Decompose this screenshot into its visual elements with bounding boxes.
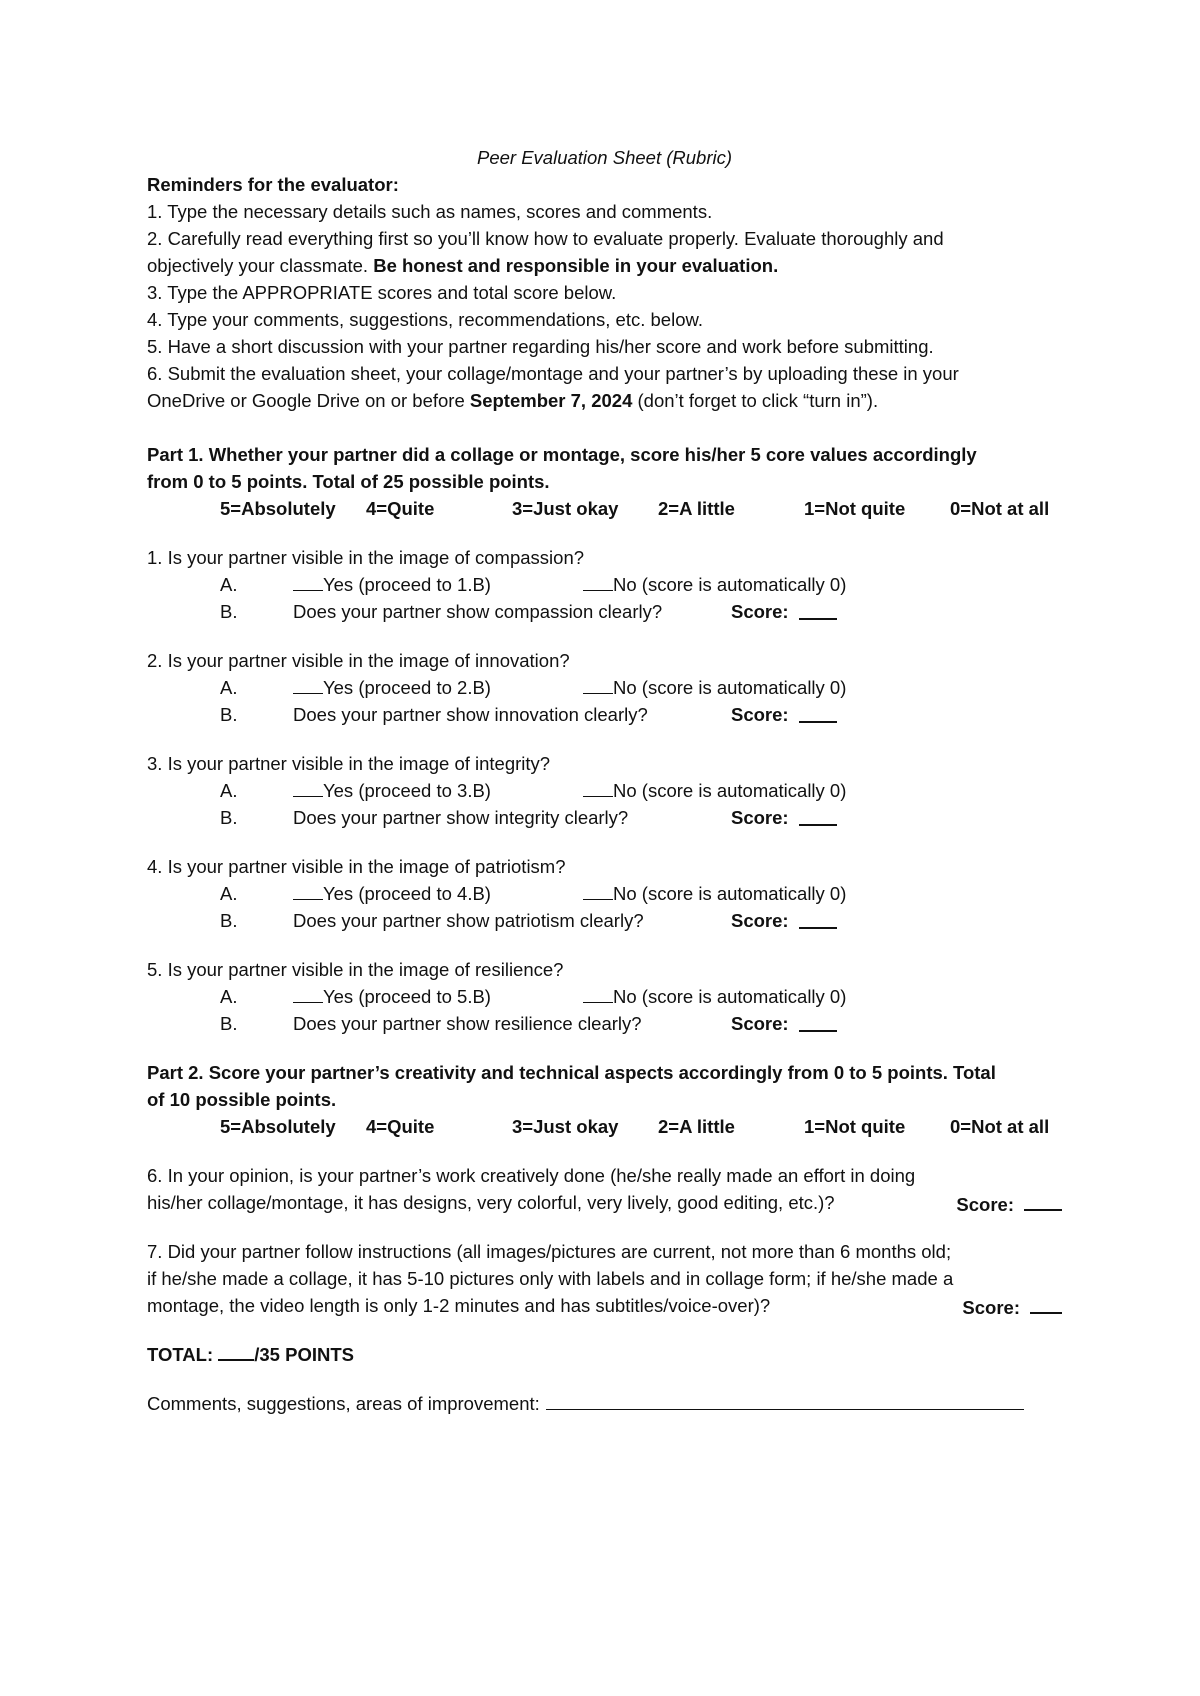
comments-line — [147, 1390, 1062, 1417]
question-3-a — [147, 777, 1062, 804]
total-label: TOTAL: — [147, 1344, 214, 1365]
question-2-yes-option[interactable] — [293, 674, 583, 701]
scale-4: 4=Quite — [366, 498, 435, 519]
score-blank[interactable] — [799, 701, 837, 723]
reminder-item-6-after: (don’t forget to click “turn in”). — [632, 390, 879, 411]
scale-1: 1=Not quite — [804, 498, 906, 519]
part2-heading-line1: Part 2. Score your partner’s creativity and technical aspects accordingly from 0 to 5 points. Total — [147, 1062, 996, 1083]
question-7-line2: if he/she made a collage, it has 5-10 pictures only with labels and in collage form; if he/she made a — [147, 1268, 954, 1289]
no-blank[interactable] — [583, 778, 613, 797]
question-3: 3. Is your partner visible in the image of integrity? — [147, 753, 551, 774]
yes-label: Yes (proceed to 5.B) — [323, 986, 491, 1007]
score-label: Score: — [956, 1194, 1014, 1215]
comments-label: Comments, suggestions, areas of improvement: — [147, 1393, 540, 1414]
question-4-b-text: Does your partner show patriotism clearly? — [293, 910, 644, 931]
question-6-text: his/her collage/montage, it has designs, very colorful, very lively, good editing, etc.)? — [147, 1192, 835, 1213]
question-1-a — [147, 571, 1062, 598]
question-5-yes-option[interactable] — [293, 983, 583, 1010]
question-2-b-letter: B. — [220, 704, 238, 725]
reminder-item-2: 2. Carefully read everything first so you’ll know how to evaluate properly. Evaluate thoroughly and — [147, 228, 944, 249]
question-4-a-letter: A. — [220, 883, 238, 904]
scale-2: 2=A little — [658, 498, 735, 519]
reminders-heading: Reminders for the evaluator: — [147, 174, 399, 195]
question-3-yes-option[interactable] — [293, 777, 583, 804]
question-3-no-option[interactable] — [583, 777, 846, 804]
question-1-a-letter: A. — [220, 574, 238, 595]
yes-label: Yes (proceed to 3.B) — [323, 780, 491, 801]
question-1-b — [147, 598, 1062, 625]
no-blank[interactable] — [583, 984, 613, 1003]
scale-0: 0=Not at all — [950, 498, 1050, 519]
reminder-item-6-cont — [147, 387, 1062, 414]
no-blank[interactable] — [583, 881, 613, 900]
reminder-item-2-cont-bold: Be honest and responsible in your evaluation. — [373, 255, 779, 276]
question-5-a-letter: A. — [220, 986, 238, 1007]
scale-4: 4=Quite — [366, 1116, 435, 1137]
question-1-no-option[interactable] — [583, 571, 846, 598]
question-2-b — [147, 701, 1062, 728]
score-blank[interactable] — [799, 907, 837, 929]
question-1: 1. Is your partner visible in the image of compassion? — [147, 547, 585, 568]
question-5-b — [147, 1010, 1062, 1037]
total-blank[interactable] — [218, 1341, 254, 1361]
yes-label: Yes (proceed to 1.B) — [323, 574, 491, 595]
question-6-line1: 6. In your opinion, is your partner’s work creatively done (he/she really made an effort in doing — [147, 1165, 916, 1186]
scale-2: 2=A little — [658, 1116, 735, 1137]
score-label: Score: — [731, 601, 789, 622]
score-label: Score: — [731, 807, 789, 828]
part1-heading-line1: Part 1. Whether your partner did a collage or montage, score his/her 5 core values accordingly — [147, 444, 977, 465]
total-suffix: /35 POINTS — [254, 1344, 354, 1365]
document-body — [147, 144, 1062, 1417]
deadline-date: September 7, 2024 — [469, 390, 633, 411]
question-4-b-letter: B. — [220, 910, 238, 931]
question-1-yes-option[interactable] — [293, 571, 583, 598]
no-label: No (score is automatically 0) — [613, 883, 847, 904]
question-6-line2 — [147, 1189, 1062, 1216]
yes-label: Yes (proceed to 4.B) — [323, 883, 491, 904]
no-label: No (score is automatically 0) — [613, 574, 847, 595]
scale-3: 3=Just okay — [512, 498, 619, 519]
question-2-a — [147, 674, 1062, 701]
part1-scale — [147, 495, 1062, 522]
no-blank[interactable] — [583, 572, 613, 591]
question-7-text: montage, the video length is only 1-2 minutes and has subtitles/voice-over)? — [147, 1295, 771, 1316]
part2-scale — [147, 1113, 1062, 1140]
question-5-a — [147, 983, 1062, 1010]
score-label: Score: — [731, 910, 789, 931]
reminder-item-4: 4. Type your comments, suggestions, recommendations, etc. below. — [147, 309, 703, 330]
question-4-a — [147, 880, 1062, 907]
question-4-yes-option[interactable] — [293, 880, 583, 907]
score-label: Score: — [962, 1297, 1020, 1318]
question-4-b — [147, 907, 1062, 934]
yes-blank[interactable] — [293, 881, 323, 900]
score-blank[interactable] — [1030, 1292, 1062, 1314]
score-blank[interactable] — [799, 598, 837, 620]
no-label: No (score is automatically 0) — [613, 677, 847, 698]
question-2-a-letter: A. — [220, 677, 238, 698]
question-2: 2. Is your partner visible in the image of innovation? — [147, 650, 570, 671]
question-3-a-letter: A. — [220, 780, 238, 801]
yes-blank[interactable] — [293, 984, 323, 1003]
question-5-no-option[interactable] — [583, 983, 846, 1010]
reminder-item-2-cont — [147, 252, 1062, 279]
reminder-item-3: 3. Type the APPROPRIATE scores and total score below. — [147, 282, 617, 303]
score-blank[interactable] — [799, 804, 837, 826]
reminder-item-6-before: OneDrive or Google Drive on or before — [147, 390, 470, 411]
scale-0: 0=Not at all — [950, 1116, 1050, 1137]
scale-5: 5=Absolutely — [220, 498, 336, 519]
question-7-line1: 7. Did your partner follow instructions (all images/pictures are current, not more than 6 months old; — [147, 1241, 952, 1262]
part2-heading-line2: of 10 possible points. — [147, 1089, 337, 1110]
scale-1: 1=Not quite — [804, 1116, 906, 1137]
question-4: 4. Is your partner visible in the image of patriotism? — [147, 856, 566, 877]
yes-blank[interactable] — [293, 572, 323, 591]
question-7-line3 — [147, 1292, 1062, 1319]
question-4-no-option[interactable] — [583, 880, 846, 907]
question-1-b-text: Does your partner show compassion clearly? — [293, 601, 663, 622]
yes-blank[interactable] — [293, 778, 323, 797]
question-5-b-letter: B. — [220, 1013, 238, 1034]
yes-blank[interactable] — [293, 675, 323, 694]
comments-input-line[interactable] — [546, 1391, 1024, 1410]
reminder-item-1: 1. Type the necessary details such as names, scores and comments. — [147, 201, 713, 222]
scale-3: 3=Just okay — [512, 1116, 619, 1137]
yes-label: Yes (proceed to 2.B) — [323, 677, 491, 698]
question-1-b-letter: B. — [220, 601, 238, 622]
score-label: Score: — [731, 1013, 789, 1034]
scale-5: 5=Absolutely — [220, 1116, 336, 1137]
total-line — [147, 1341, 1062, 1368]
question-2-b-text: Does your partner show innovation clearly? — [293, 704, 648, 725]
score-label: Score: — [731, 704, 789, 725]
reminder-item-2-cont-plain: objectively your classmate. — [147, 255, 374, 276]
part1-heading-line2: from 0 to 5 points. Total of 25 possible points. — [147, 471, 550, 492]
question-5: 5. Is your partner visible in the image of resilience? — [147, 959, 564, 980]
no-label: No (score is automatically 0) — [613, 780, 847, 801]
no-label: No (score is automatically 0) — [613, 986, 847, 1007]
question-5-b-text: Does your partner show resilience clearly? — [293, 1013, 642, 1034]
page-title: Peer Evaluation Sheet (Rubric) — [476, 147, 733, 168]
question-3-b-text: Does your partner show integrity clearly? — [293, 807, 629, 828]
reminder-item-5: 5. Have a short discussion with your partner regarding his/her score and work before submitting. — [147, 336, 934, 357]
no-blank[interactable] — [583, 675, 613, 694]
question-3-b — [147, 804, 1062, 831]
reminder-item-6: 6. Submit the evaluation sheet, your collage/montage and your partner’s by uploading these in your — [147, 363, 959, 384]
question-3-b-letter: B. — [220, 807, 238, 828]
question-2-no-option[interactable] — [583, 674, 846, 701]
score-blank[interactable] — [1024, 1189, 1062, 1211]
score-blank[interactable] — [799, 1010, 837, 1032]
